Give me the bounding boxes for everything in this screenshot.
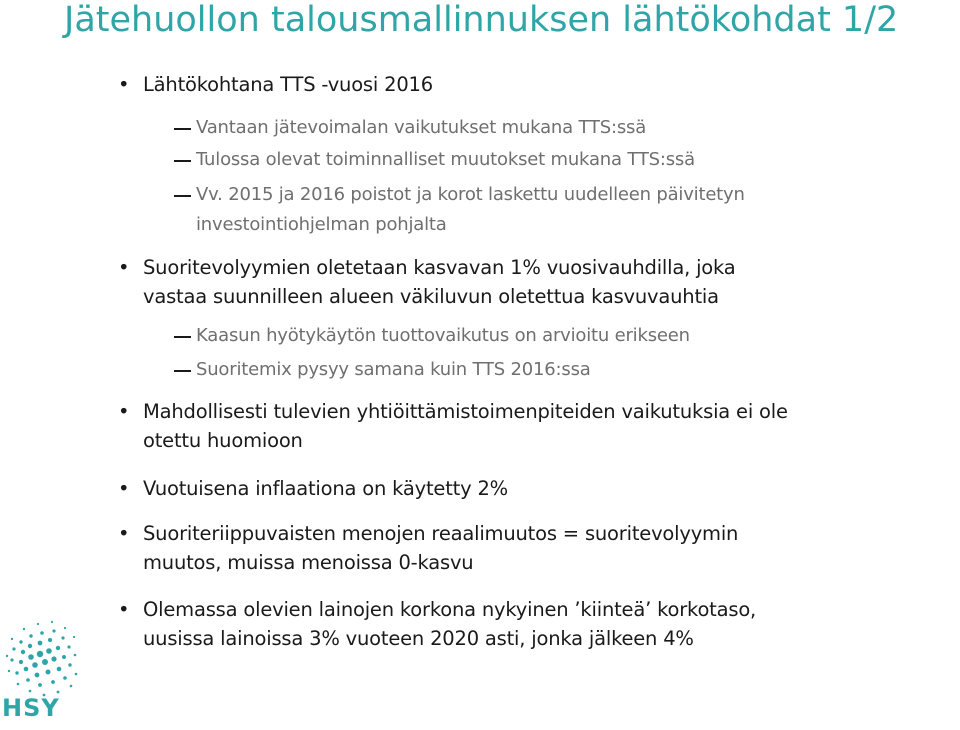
bullet-3: • Mahdollisesti tulevien yhtiöittämistoimenpiteiden vaikutuksia ei ole (143, 397, 788, 426)
bullet-2-cont: vastaa suunnilleen alueen väkiluvun oletettua kasvuvauhtia (143, 285, 719, 308)
bullet-3-cont: otettu huomioon (143, 429, 303, 452)
bullet-2: • Suoritevolyymien oletetaan kasvavan 1% vuosivauhdilla, joka (143, 253, 736, 282)
hsy-logo-text: HSY (2, 694, 60, 722)
sub-bullet-2-2: Suoritemix pysyy samana kuin TTS 2016:ssa (196, 355, 591, 384)
sub-bullet-2-1: Kaasun hyötykäytön tuottovaikutus on arvioitu erikseen (196, 321, 690, 350)
bullet-4: • Vuotuisena inflaationa on käytetty 2% (143, 474, 508, 503)
bullet-5-cont: muutos, muissa menoissa 0-kasvu (143, 551, 474, 574)
sub-bullet-1-1: Vantaan jätevoimalan vaikutukset mukana TTS:ssä (196, 113, 646, 142)
sub-bullet-1-3-cont: investointiohjelman pohjalta (196, 214, 447, 235)
page-title: Jätehuollon talousmallinnuksen lähtökohdat 1/2 (64, 0, 899, 40)
bullet-5: • Suoriteriippuvaisten menojen reaalimuutos = suoritevolyymin (143, 519, 738, 548)
sub-bullet-1-2: Tulossa olevat toiminnalliset muutokset mukana TTS:ssä (196, 145, 695, 174)
bullet-6: • Olemassa olevien lainojen korkona nykyinen ’kiinteä’ korkotaso, (143, 595, 756, 624)
sub-bullet-1-3: Vv. 2015 ja 2016 poistot ja korot laskettu uudelleen päivitetyn (196, 180, 745, 209)
bullet-6-cont: uusissa lainoissa 3% vuoteen 2020 asti, jonka jälkeen 4% (143, 627, 694, 650)
hsy-logo (2, 618, 94, 726)
bullet-1: • Lähtökohtana TTS -vuosi 2016 (143, 70, 433, 99)
